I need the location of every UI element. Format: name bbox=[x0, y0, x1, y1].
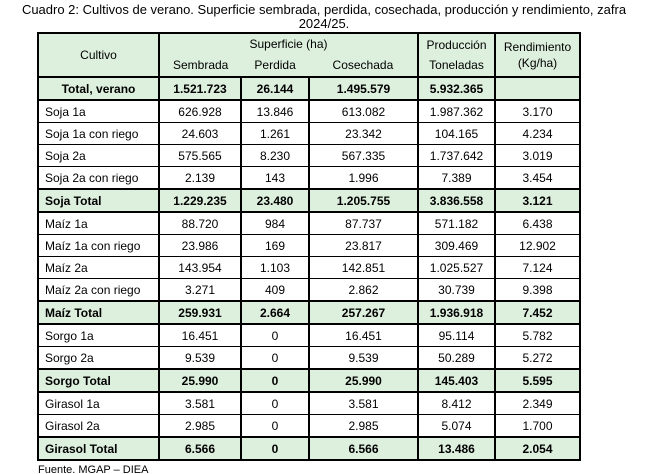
cell-produccion: 7.389 bbox=[418, 167, 495, 190]
cell-produccion: 1.936.918 bbox=[418, 301, 495, 324]
cell-rendimiento bbox=[495, 77, 580, 100]
cell-produccion: 5.074 bbox=[418, 415, 495, 438]
cell-cosechada: 9.539 bbox=[309, 347, 418, 370]
cell-perdida: 23.480 bbox=[241, 189, 309, 212]
cell-rendimiento: 3.121 bbox=[495, 189, 580, 212]
cell-produccion: 309.469 bbox=[418, 235, 495, 257]
cell-perdida: 8.230 bbox=[241, 145, 309, 167]
cell-produccion: 1.987.362 bbox=[418, 100, 495, 123]
cell-sembrada: 23.986 bbox=[159, 235, 241, 257]
cell-rendimiento: 6.438 bbox=[495, 212, 580, 235]
cell-cultivo: Soja 2a con riego bbox=[38, 167, 159, 190]
cell-produccion: 13.486 bbox=[418, 437, 495, 460]
cell-produccion: 1.737.642 bbox=[418, 145, 495, 167]
header-superficie-group bbox=[159, 33, 418, 77]
cell-produccion: 1.025.527 bbox=[418, 257, 495, 279]
cell-cosechada: 613.082 bbox=[309, 100, 418, 123]
cell-rendimiento: 5.272 bbox=[495, 347, 580, 370]
header-superficie-label: Superficie (ha) bbox=[249, 37, 328, 51]
table-row bbox=[38, 100, 580, 123]
cell-sembrada: 24.603 bbox=[159, 123, 241, 145]
cell-sembrada: 6.566 bbox=[159, 437, 241, 460]
cell-perdida: 143 bbox=[241, 167, 309, 190]
header-produccion-line-2: Toneladas bbox=[429, 58, 484, 72]
header-rendimiento-line-1: Rendimiento bbox=[503, 40, 572, 54]
cell-rendimiento: 1.700 bbox=[495, 415, 580, 438]
cell-perdida: 0 bbox=[241, 415, 309, 438]
table-row bbox=[38, 257, 580, 279]
table-row bbox=[38, 324, 580, 347]
cell-cultivo: Maíz 1a con riego bbox=[38, 235, 159, 257]
table-row bbox=[38, 347, 580, 370]
cell-perdida: 13.846 bbox=[241, 100, 309, 123]
cell-cultivo: Sorgo 2a bbox=[38, 347, 159, 370]
header-rendimiento bbox=[495, 33, 580, 77]
cell-perdida: 0 bbox=[241, 437, 309, 460]
cell-rendimiento: 7.124 bbox=[495, 257, 580, 279]
table-row bbox=[38, 437, 580, 460]
cell-cosechada: 16.451 bbox=[309, 324, 418, 347]
cell-cultivo: Girasol Total bbox=[38, 437, 159, 460]
source-note: Fuente. MGAP – DIEA bbox=[38, 464, 149, 474]
table-row bbox=[38, 167, 580, 190]
cell-rendimiento: 4.234 bbox=[495, 123, 580, 145]
cell-rendimiento: 9.398 bbox=[495, 279, 580, 302]
table-row bbox=[38, 123, 580, 145]
table-row bbox=[38, 301, 580, 324]
table-row bbox=[38, 235, 580, 257]
cell-rendimiento: 3.454 bbox=[495, 167, 580, 190]
cell-perdida: 26.144 bbox=[241, 77, 309, 100]
cell-rendimiento: 7.452 bbox=[495, 301, 580, 324]
cell-cosechada: 567.335 bbox=[309, 145, 418, 167]
cell-cultivo: Maíz Total bbox=[38, 301, 159, 324]
cell-cultivo: Soja 2a bbox=[38, 145, 159, 167]
header-produccion bbox=[418, 33, 495, 77]
cell-perdida: 1.103 bbox=[241, 257, 309, 279]
cell-cultivo: Sorgo 1a bbox=[38, 324, 159, 347]
cell-perdida: 0 bbox=[241, 324, 309, 347]
cell-sembrada: 16.451 bbox=[159, 324, 241, 347]
table-title-line-2: 2024/25. bbox=[298, 16, 350, 31]
cell-sembrada: 2.985 bbox=[159, 415, 241, 438]
cell-sembrada: 626.928 bbox=[159, 100, 241, 123]
cell-perdida: 0 bbox=[241, 347, 309, 370]
cell-cultivo: Soja 1a con riego bbox=[38, 123, 159, 145]
cell-sembrada: 3.581 bbox=[159, 392, 241, 415]
table-row bbox=[38, 415, 580, 438]
cell-cosechada: 23.342 bbox=[309, 123, 418, 145]
cell-sembrada: 3.271 bbox=[159, 279, 241, 302]
cell-cultivo: Soja 1a bbox=[38, 100, 159, 123]
table-row bbox=[38, 189, 580, 212]
cell-sembrada: 9.539 bbox=[159, 347, 241, 370]
cell-cosechada: 257.267 bbox=[309, 301, 418, 324]
cell-produccion: 571.182 bbox=[418, 212, 495, 235]
cell-perdida: 169 bbox=[241, 235, 309, 257]
table-body bbox=[38, 77, 580, 460]
cell-rendimiento: 3.170 bbox=[495, 100, 580, 123]
cell-rendimiento: 12.902 bbox=[495, 235, 580, 257]
cell-produccion: 5.932.365 bbox=[418, 77, 495, 100]
header-perdida: Perdida bbox=[254, 58, 296, 72]
cell-produccion: 145.403 bbox=[418, 369, 495, 392]
cell-perdida: 0 bbox=[241, 392, 309, 415]
header-rendimiento-line-2: (Kg/ha) bbox=[517, 56, 558, 70]
cell-cosechada: 142.851 bbox=[309, 257, 418, 279]
cell-cosechada: 1.996 bbox=[309, 167, 418, 190]
crops-table bbox=[37, 32, 581, 461]
cell-rendimiento: 3.019 bbox=[495, 145, 580, 167]
cell-cosechada: 25.990 bbox=[309, 369, 418, 392]
cell-cosechada: 23.817 bbox=[309, 235, 418, 257]
cell-cultivo: Girasol 1a bbox=[38, 392, 159, 415]
cell-cultivo: Total, verano bbox=[38, 77, 159, 100]
cell-sembrada: 259.931 bbox=[159, 301, 241, 324]
table-row bbox=[38, 212, 580, 235]
cell-produccion: 104.165 bbox=[418, 123, 495, 145]
header-sembrada: Sembrada bbox=[172, 58, 229, 72]
cell-cosechada: 87.737 bbox=[309, 212, 418, 235]
table-title-line-1: Cuadro 2: Cultivos de verano. Superficie sembrada, perdida, cosechada, producción y rendimiento, zafra bbox=[21, 2, 627, 17]
table-row bbox=[38, 369, 580, 392]
cell-sembrada: 2.139 bbox=[159, 167, 241, 190]
cell-produccion: 3.836.558 bbox=[418, 189, 495, 212]
cell-sembrada: 88.720 bbox=[159, 212, 241, 235]
cell-perdida: 2.664 bbox=[241, 301, 309, 324]
table-row bbox=[38, 392, 580, 415]
cell-sembrada: 1.521.723 bbox=[159, 77, 241, 100]
cell-sembrada: 25.990 bbox=[159, 369, 241, 392]
cell-produccion: 50.289 bbox=[418, 347, 495, 370]
cell-cultivo: Soja Total bbox=[38, 189, 159, 212]
cell-produccion: 30.739 bbox=[418, 279, 495, 302]
cell-produccion: 8.412 bbox=[418, 392, 495, 415]
cell-perdida: 984 bbox=[241, 212, 309, 235]
table-header bbox=[38, 33, 580, 77]
cell-sembrada: 1.229.235 bbox=[159, 189, 241, 212]
cell-cosechada: 2.862 bbox=[309, 279, 418, 302]
cell-cosechada: 6.566 bbox=[309, 437, 418, 460]
header-superficie-sublabels bbox=[160, 54, 417, 76]
cell-sembrada: 143.954 bbox=[159, 257, 241, 279]
cell-cultivo: Maíz 2a bbox=[38, 257, 159, 279]
cell-cultivo: Girasol 2a bbox=[38, 415, 159, 438]
table-row bbox=[38, 145, 580, 167]
cell-cosechada: 3.581 bbox=[309, 392, 418, 415]
cell-cultivo: Maíz 1a bbox=[38, 212, 159, 235]
cell-perdida: 0 bbox=[241, 369, 309, 392]
cell-rendimiento: 2.054 bbox=[495, 437, 580, 460]
table-row bbox=[38, 279, 580, 302]
table-title bbox=[0, 0, 648, 31]
cell-cultivo: Sorgo Total bbox=[38, 369, 159, 392]
cell-produccion: 95.114 bbox=[418, 324, 495, 347]
cell-cosechada: 1.205.755 bbox=[309, 189, 418, 212]
cell-rendimiento: 2.349 bbox=[495, 392, 580, 415]
table-row bbox=[38, 77, 580, 100]
cell-cosechada: 2.985 bbox=[309, 415, 418, 438]
cell-cosechada: 1.495.579 bbox=[309, 77, 418, 100]
cell-rendimiento: 5.782 bbox=[495, 324, 580, 347]
cell-rendimiento: 5.595 bbox=[495, 369, 580, 392]
cell-perdida: 409 bbox=[241, 279, 309, 302]
cell-cultivo: Maíz 2a con riego bbox=[38, 279, 159, 302]
header-produccion-line-1: Producción bbox=[426, 38, 487, 52]
header-cultivo: Cultivo bbox=[38, 33, 159, 77]
cell-perdida: 1.261 bbox=[241, 123, 309, 145]
header-cosechada: Cosechada bbox=[332, 58, 394, 72]
cell-sembrada: 575.565 bbox=[159, 145, 241, 167]
